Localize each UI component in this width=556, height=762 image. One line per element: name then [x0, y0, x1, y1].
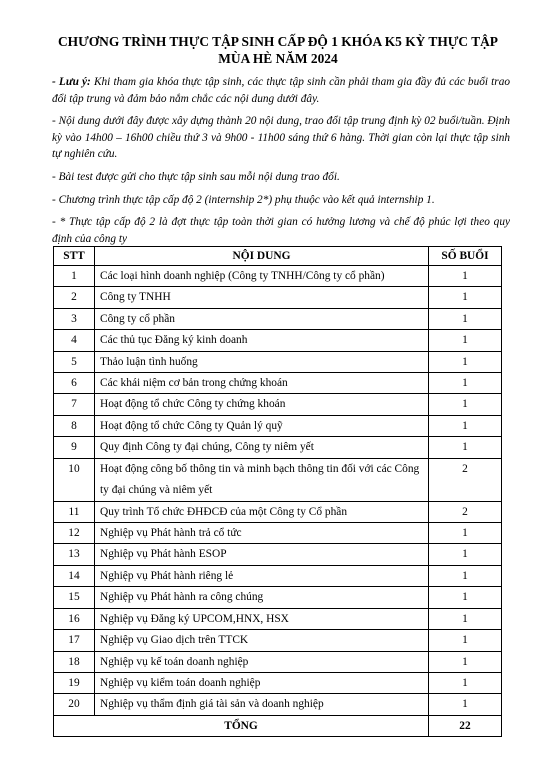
row-stt: 16 — [54, 608, 95, 629]
row-stt: 14 — [54, 565, 95, 586]
table-row — [54, 630, 502, 651]
table-row — [54, 330, 502, 351]
row-content: Nghiệp vụ Phát hành riêng lẻ — [95, 565, 429, 586]
row-sessions: 1 — [429, 287, 502, 308]
row-sessions: 1 — [429, 351, 502, 372]
note-1 — [52, 74, 510, 107]
title-line-1: CHƯƠNG TRÌNH THỰC TẬP SINH CẤP ĐỘ 1 KHÓA K5 KỲ THỰC TẬP — [58, 34, 498, 49]
table-row — [54, 394, 502, 415]
table-body — [54, 266, 502, 716]
row-sessions: 1 — [429, 651, 502, 672]
row-stt: 2 — [54, 287, 95, 308]
row-content: Hoạt động công bố thông tin và minh bạch thông tin đối với các Công ty đại chúng và niêm yết — [95, 458, 429, 501]
row-content: Nghiệp vụ Đăng ký UPCOM,HNX, HSX — [95, 608, 429, 629]
row-content: Công ty TNHH — [95, 287, 429, 308]
note-lead: - Lưu ý: — [52, 76, 91, 88]
row-sessions: 1 — [429, 544, 502, 565]
table-row — [54, 415, 502, 436]
row-stt: 5 — [54, 351, 95, 372]
row-sessions: 1 — [429, 373, 502, 394]
table-row — [54, 651, 502, 672]
table-row — [54, 608, 502, 629]
note-1-text: Khi tham gia khóa thực tập sinh, các thực tập sinh cần phải tham gia đầy đủ các buổi trao đổi tập trung và đảm bảo nắm chắc các nội dung dưới đây. — [52, 76, 510, 105]
row-stt: 17 — [54, 630, 95, 651]
row-content: Các loại hình doanh nghiệp (Công ty TNHH/Công ty cổ phần) — [95, 266, 429, 287]
row-stt: 9 — [54, 437, 95, 458]
row-sessions: 1 — [429, 694, 502, 715]
row-sessions: 1 — [429, 587, 502, 608]
table-row — [54, 351, 502, 372]
row-sessions: 1 — [429, 608, 502, 629]
table-row — [54, 308, 502, 329]
row-sessions: 1 — [429, 672, 502, 693]
row-sessions: 2 — [429, 501, 502, 522]
notes-section — [52, 74, 510, 253]
row-content: Nghiệp vụ Phát hành trả cổ tức — [95, 523, 429, 544]
row-stt: 13 — [54, 544, 95, 565]
header-sessions: SỐ BUỔI — [429, 247, 502, 266]
row-content: Công ty cổ phần — [95, 308, 429, 329]
row-content: Quy định Công ty đại chúng, Công ty niêm yết — [95, 437, 429, 458]
document-title — [40, 34, 516, 67]
table-row — [54, 565, 502, 586]
title-line-2: MÙA HÈ NĂM 2024 — [218, 50, 338, 66]
row-content: Nghiệp vụ kiểm toán doanh nghiệp — [95, 672, 429, 693]
row-sessions: 1 — [429, 415, 502, 436]
row-sessions: 1 — [429, 266, 502, 287]
row-stt: 7 — [54, 394, 95, 415]
table-row — [54, 694, 502, 715]
row-content: Nghiệp vụ kế toán doanh nghiệp — [95, 651, 429, 672]
program-table — [53, 246, 502, 737]
row-stt: 19 — [54, 672, 95, 693]
row-stt: 12 — [54, 523, 95, 544]
table-row — [54, 501, 502, 522]
note-3: - Bài test được gửi cho thực tập sinh sau mỗi nội dung trao đổi. — [52, 170, 340, 183]
total-value: 22 — [429, 715, 502, 736]
row-stt: 6 — [54, 373, 95, 394]
row-content: Các thủ tục Đăng ký kinh doanh — [95, 330, 429, 351]
row-content: Hoạt động tổ chức Công ty Quản lý quỹ — [95, 415, 429, 436]
table-header-row — [54, 247, 502, 266]
row-stt: 8 — [54, 415, 95, 436]
row-stt: 3 — [54, 308, 95, 329]
row-sessions: 1 — [429, 437, 502, 458]
table-row — [54, 672, 502, 693]
row-stt: 18 — [54, 651, 95, 672]
table-row — [54, 587, 502, 608]
row-content: Các khái niệm cơ bản trong chứng khoán — [95, 373, 429, 394]
header-content: NỘI DUNG — [95, 247, 429, 266]
row-sessions: 1 — [429, 630, 502, 651]
row-sessions: 1 — [429, 308, 502, 329]
row-sessions: 1 — [429, 523, 502, 544]
note-4: - Chương trình thực tập cấp độ 2 (internship 2*) phụ thuộc vào kết quả internship 1. — [52, 193, 435, 206]
row-content: Nghiệp vụ Phát hành ESOP — [95, 544, 429, 565]
table-row — [54, 437, 502, 458]
row-content: Thảo luận tình huống — [95, 351, 429, 372]
table-total-row — [54, 715, 502, 736]
row-content: Quy trình Tổ chức ĐHĐCĐ của một Công ty Cổ phần — [95, 501, 429, 522]
row-sessions: 1 — [429, 330, 502, 351]
row-stt: 10 — [54, 458, 95, 501]
row-content: Hoạt động tổ chức Công ty chứng khoán — [95, 394, 429, 415]
total-label: TỔNG — [54, 715, 429, 736]
row-stt: 4 — [54, 330, 95, 351]
row-stt: 1 — [54, 266, 95, 287]
header-stt: STT — [54, 247, 95, 266]
row-stt: 20 — [54, 694, 95, 715]
table-row — [54, 458, 502, 501]
row-sessions: 1 — [429, 394, 502, 415]
table-row — [54, 287, 502, 308]
table-row — [54, 523, 502, 544]
row-content: Nghiệp vụ thẩm định giá tài sản và doanh nghiệp — [95, 694, 429, 715]
row-content: Nghiệp vụ Phát hành ra công chúng — [95, 587, 429, 608]
row-stt: 11 — [54, 501, 95, 522]
row-content: Nghiệp vụ Giao dịch trên TTCK — [95, 630, 429, 651]
row-sessions: 2 — [429, 458, 502, 501]
row-stt: 15 — [54, 587, 95, 608]
table-row — [54, 544, 502, 565]
note-5: - * Thực tập cấp độ 2 là đợt thực tập toàn thời gian có hưởng lương và chế độ phúc lợi theo quy định của công ty — [52, 216, 510, 245]
table-row — [54, 266, 502, 287]
note-2: - Nội dung dưới đây được xây dựng thành 20 nội dung, trao đổi tập trung định kỳ 02 buổi/tuần. Định kỳ vào 14h00 – 16h00 chiều thứ 3 và 9h00 - 11h00 sáng thứ 6 hàng. Thời gian còn lại thực tập sinh tự nghiên cứu. — [52, 115, 510, 161]
table-row — [54, 373, 502, 394]
row-sessions: 1 — [429, 565, 502, 586]
